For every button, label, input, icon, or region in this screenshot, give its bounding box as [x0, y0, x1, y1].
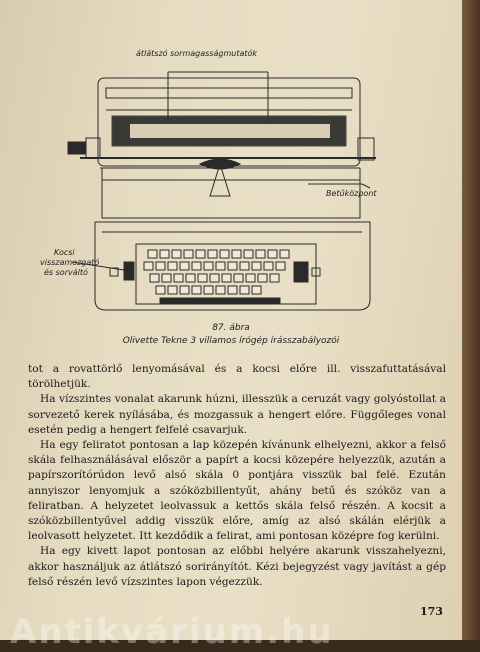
paragraph: Ha egy kivett lapot pontosan az előbbi helyére akarunk visszahelyezni, akkor használjuk az átlátszó sorirányítót. Kézi bejegyzést vagy javítást a gép felső részén levő vízszintes lapon végezzük.	[28, 545, 446, 588]
label-letter-centre: Betűközpont	[326, 189, 377, 198]
paragraph: Ha egy feliratot pontosan a lap közepén kívánunk elhelyezni, akkor a felső skála felhasználásával először a papírt a kocsi közepére helyezzük, azután a papírszorítórúdon levő alsó skála 0 pontjára visszük bal felé. Ezután annyiszor lenyomjuk a szóközbillentyűt, ahány betű és szóköz van a feliratban. A helyzetet leolvassuk a kettős skála felső részén. A kocsit a szóközbillentyűvel addig visszük előre, amíg az alsó skálán elérjük a leolvasott helyzetet. Itt kezdődik a felirat, ami pontosan középre fog kerülni.	[28, 439, 446, 543]
paragraph: tot a rovattörlő lenyomásával és a kocsi előre ill. visszafuttatásával törölhetjük.	[28, 363, 446, 391]
label-carriage-return-1: Kocsi	[54, 248, 75, 257]
label-carriage-return-3: és sorváltó	[44, 268, 88, 277]
figure-number: 87. ábra	[212, 323, 250, 333]
typewriter-illustration	[40, 30, 440, 315]
paragraph: Ha vízszintes vonalat akarunk húzni, illesszük a ceruzát vagy golyóstollat a sorvezető kerek nyílásába, és mozgassuk a hengert előre. Függőleges vonal esetén pedig a hengert felfelé csavarjuk.	[28, 393, 446, 436]
page-number: 173	[420, 605, 443, 618]
body-text	[28, 362, 446, 590]
typewriter-drawing	[40, 30, 440, 315]
label-line-indicators: átlátszó sormagasságmutatók	[136, 49, 258, 58]
book-edge	[462, 0, 480, 640]
figure-title: Olivette Tekne 3 villamos írógép írásszabályozói	[122, 336, 340, 346]
label-carriage-return-2: visszamozgató	[40, 258, 100, 267]
watermark: Antikvárium.hu	[10, 612, 334, 652]
